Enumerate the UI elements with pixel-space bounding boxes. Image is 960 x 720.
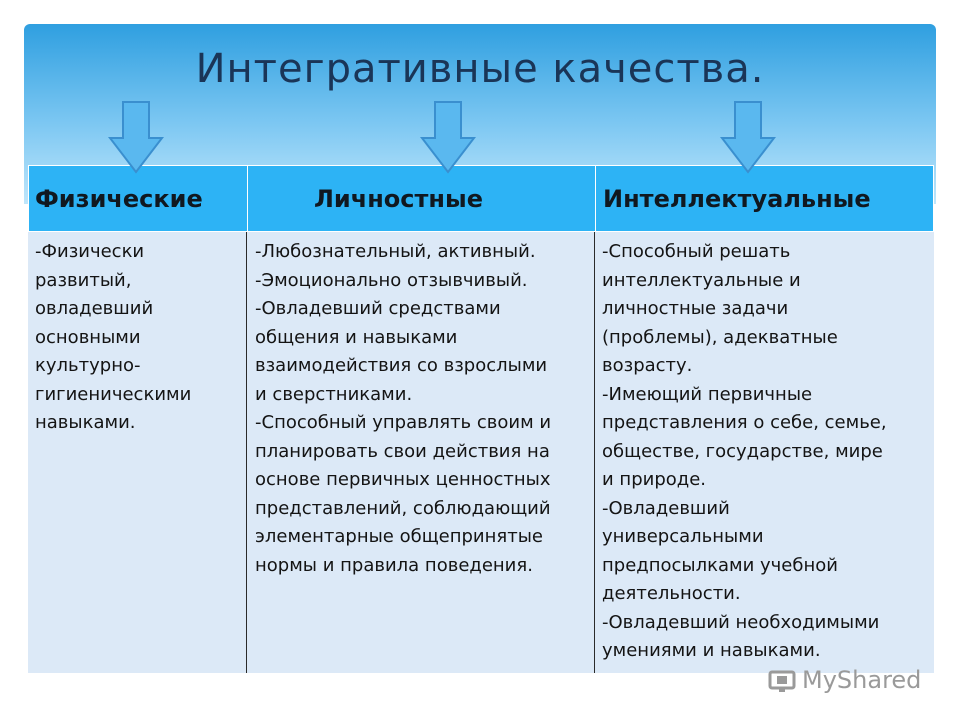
watermark-text: MyShared [802,666,922,694]
cell-line: нормы и правила поведения. [255,554,533,576]
header-divider [247,166,248,233]
cell-line: основе первичных ценностных [255,469,551,490]
cell-line: культурно- [35,355,141,376]
cell-line: овладевший [35,298,154,319]
cell-intellectual [602,238,932,666]
header-physical: Физические [35,185,203,213]
cell-line: -Имеющий первичные [602,383,813,405]
cell-line: представлений, соблюдающий [255,497,551,519]
cell-line: основными [35,326,141,348]
table-header-row [28,165,934,232]
cell-line: -Любознательный, активный. [255,241,536,262]
cell-line: общения и навыками [255,326,458,348]
down-arrow-icon [420,100,476,174]
cell-line: -Физически [35,241,145,262]
watermark [768,666,921,694]
cell-line: (проблемы), адекватные [602,326,838,348]
cell-line: развитый, [35,269,132,291]
cell-line: -Овладевший [602,497,730,519]
cell-line: интеллектуальные и [602,269,801,291]
cell-personal [255,238,589,580]
table-body-row [28,232,934,673]
header-divider [595,166,596,233]
cell-line: планировать свои действия на [255,440,550,462]
myshared-logo-icon [768,666,796,694]
down-arrow-icon [108,100,164,174]
column-divider [246,232,247,673]
cell-line: -Способный управлять своим и [255,412,552,433]
cell-line: и природе. [602,469,706,490]
cell-line: гигиеническими [35,383,192,405]
header-personal: Личностные [314,185,483,213]
cell-line: представления о себе, семье, [602,412,887,433]
cell-line: -Овладевший средствами [255,298,501,319]
cell-line: личностные задачи [602,298,789,319]
cell-line: умениями и навыками. [602,640,821,661]
cell-line: возрасту. [602,355,693,376]
column-divider [594,232,595,673]
cell-line: элементарные общепринятые [255,526,543,547]
cell-line: -Овладевший необходимыми [602,611,880,633]
qualities-table [28,165,934,673]
cell-line: навыками. [35,412,136,433]
cell-line: и сверстниками. [255,383,413,405]
cell-line: обществе, государстве, мире [602,440,883,462]
cell-line: универсальными [602,526,764,547]
cell-line: -Способный решать [602,241,791,262]
slide-title: Интегративные качества. [195,46,765,92]
cell-line: предпосылками учебной [602,554,838,576]
down-arrow-icon [720,100,776,174]
cell-physical [35,238,240,438]
cell-line: деятельности. [602,583,741,604]
header-intellectual: Интеллектуальные [603,185,871,213]
cell-line: -Эмоционально отзывчивый. [255,269,528,291]
cell-line: взаимодействия со взрослыми [255,355,548,376]
